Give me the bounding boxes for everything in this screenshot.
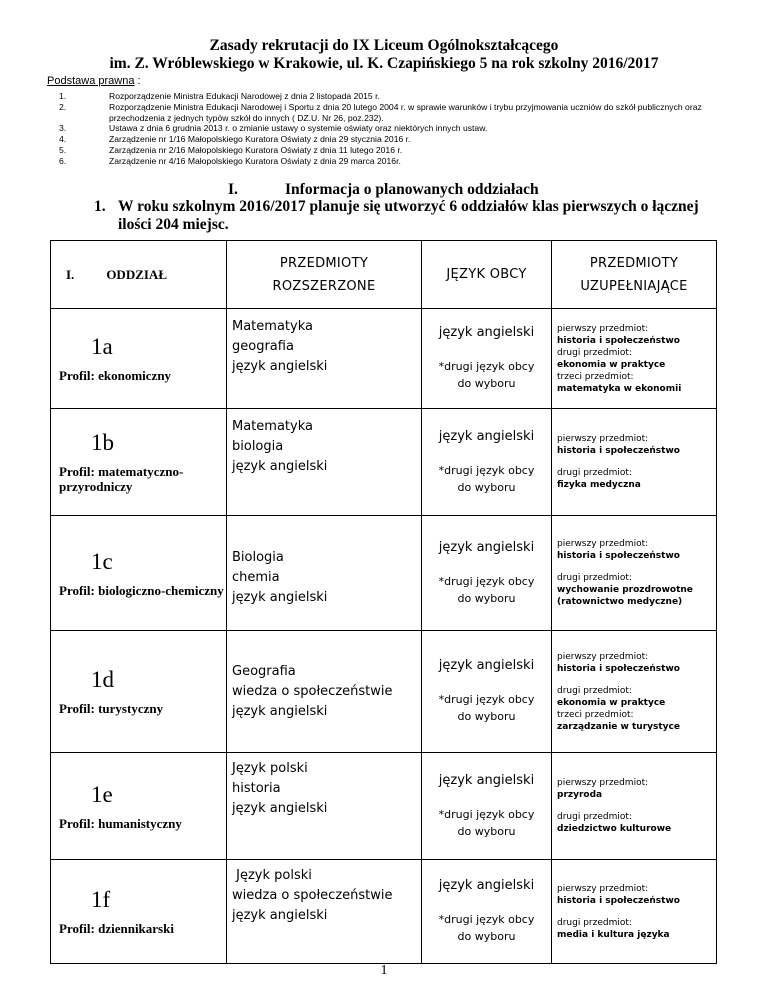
- extended-subjects-cell: Język polski wiedza o społeczeństwie język angielski: [227, 860, 422, 964]
- extended-subjects-cell: Matematyka geografia język angielski: [227, 309, 422, 409]
- class-cell: [51, 409, 227, 516]
- legal-basis-label-text: Podstawa prawna: [47, 75, 135, 87]
- class-code: 1e: [91, 781, 113, 807]
- class-code: 1a: [91, 334, 113, 359]
- document-title-line2: im. Z. Wróblewskiego w Krakowie, ul. K. Czapińskiego 5 na rok szkolny 2016/2017: [109, 55, 659, 72]
- point-text-line1: W roku szkolnym 2016/2017 planuje się utworzyć 6 oddziałów klas pierwszych o łącznej: [118, 198, 699, 215]
- extended-subjects-cell: Biologia chemia język angielski: [227, 516, 422, 631]
- supplementary-cell: pierwszy przedmiot: historia i społeczeństwo drugi przedmiot: wychowanie prozdrowotne (ratownictwo medyczne): [552, 516, 717, 631]
- supplementary-cell: pierwszy przedmiot: historia i społeczeństwo drugi przedmiot: ekonomia w praktyce trzeci przedmiot: matematyka w ekonomii: [552, 309, 717, 409]
- supplementary-cell: pierwszy przedmiot: historia i społeczeństwo drugi przedmiot: ekonomia w praktyce trzeci przedmiot: zarządzanie w turystyce: [552, 631, 717, 753]
- page-number: 1: [380, 963, 388, 978]
- class-code: 1f: [91, 887, 111, 912]
- class-plan-table: [50, 240, 717, 964]
- document-title-line1: Zasady rekrutacji do IX Liceum Ogólnokształcącego: [209, 37, 559, 54]
- legal-item: 4. Zarządzenie nr 1/16 Małopolskiego Kuratora Oświaty z dnia 29 stycznia 2016 r.: [59, 134, 411, 145]
- class-profile: Profil: ekonomiczny: [59, 368, 172, 383]
- extended-subjects-cell: Geografia wiedza o społeczeństwie język angielski: [227, 631, 422, 753]
- language-cell: język angielski *drugi język obcy do wyboru: [422, 753, 552, 860]
- language-cell: język angielski *drugi język obcy do wyboru: [422, 309, 552, 409]
- point-number: 1.: [94, 198, 106, 215]
- table-row: [51, 753, 717, 860]
- language-cell: język angielski *drugi język obcy do wyboru: [422, 631, 552, 753]
- supplementary-cell: pierwszy przedmiot: przyroda drugi przedmiot: dziedzictwo kulturowe: [552, 753, 717, 860]
- class-profile: Profil: dziennikarski: [59, 921, 174, 936]
- header-foreign-language: JĘZYK OBCY: [422, 241, 552, 309]
- section-roman-numeral: I.: [228, 181, 238, 198]
- table-row: [51, 516, 717, 631]
- header-extended-subjects: PRZEDMIOTY ROZSZERZONE: [227, 241, 422, 309]
- legal-item: 2. Rozporządzenie Ministra Edukacji Narodowej i Sportu z dnia 20 lutego 2004 r. w sprawie warunków i trybu przyjmowania uczniów do szkół publicznych oraz przechodzenia z jednych typów szkół do innych ( DZ.U. Nr 26, poz.232).: [59, 101, 702, 123]
- table-row: [51, 860, 717, 964]
- table-header-row: [51, 241, 717, 309]
- supplementary-cell: pierwszy przedmiot: historia i społeczeństwo drugi przedmiot: fizyka medyczna: [552, 409, 717, 516]
- legal-item: 6. Zarządzenie nr 4/16 Małopolskiego Kuratora Oświaty z dnia 29 marca 2016r.: [59, 155, 401, 166]
- class-profile: Profil: biologiczno-chemiczny: [59, 582, 224, 598]
- language-cell: język angielski *drugi język obcy do wyboru: [422, 860, 552, 964]
- extended-subjects-cell: Język polski historia język angielski: [227, 753, 422, 860]
- class-code: 1d: [91, 667, 114, 692]
- point-text-line2: ilości 204 miejsc.: [118, 216, 229, 233]
- class-cell: [51, 309, 227, 409]
- legal-basis-list: [57, 91, 747, 167]
- legal-item: 5. Zarządzenia nr 2/16 Małopolskiego Kuratora Oświaty z dnia 11 lutego 2016 r.: [59, 144, 403, 155]
- legal-item: 3. Ustawa z dnia 6 grudnia 2013 r. o zmianie ustawy o systemie oświaty oraz niektórych innych ustaw.: [59, 123, 488, 134]
- class-code: 1b: [91, 430, 114, 455]
- class-cell: [51, 516, 227, 631]
- header-class: I. ODDZIAŁ: [51, 241, 227, 309]
- language-cell: język angielski *drugi język obcy do wyboru: [422, 516, 552, 631]
- class-cell: [51, 860, 227, 964]
- language-cell: język angielski *drugi język obcy do wyboru: [422, 409, 552, 516]
- table-row: [51, 409, 717, 516]
- class-cell: [51, 631, 227, 753]
- legal-item: 1. Rozporządzenie Ministra Edukacji Narodowej z dnia 2 listopada 2015 r.: [59, 91, 380, 101]
- class-profile: Profil: matematyczno-przyrodniczy: [59, 464, 184, 494]
- class-profile: Profil: turystyczny: [59, 701, 164, 716]
- table-row: [51, 309, 717, 409]
- table-row: [51, 631, 717, 753]
- class-code: 1c: [91, 548, 113, 574]
- legal-basis-label: Podstawa prawna :: [47, 75, 141, 87]
- header-supplementary-subjects: PRZEDMIOTY UZUPEŁNIAJĄCE: [552, 241, 717, 309]
- class-cell: [51, 753, 227, 860]
- header-class-label: ODDZIAŁ: [106, 266, 167, 282]
- class-profile: Profil: humanistyczny: [59, 815, 182, 831]
- section-heading: Informacja o planowanych oddziałach: [285, 181, 539, 198]
- extended-subjects-cell: Matematyka biologia język angielski: [227, 409, 422, 516]
- supplementary-cell: pierwszy przedmiot: historia i społeczeństwo drugi przedmiot: media i kultura języka: [552, 860, 717, 964]
